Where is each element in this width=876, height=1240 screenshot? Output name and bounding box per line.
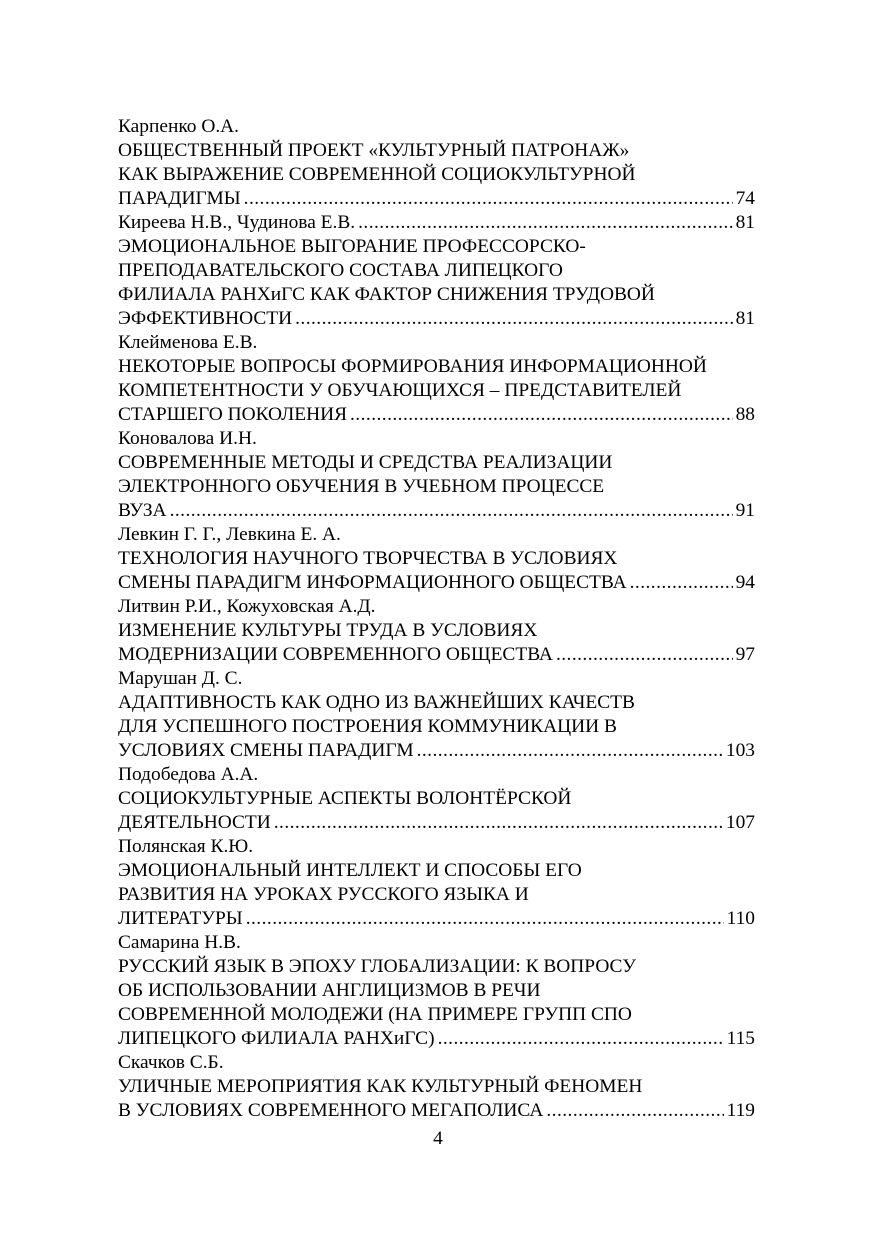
toc-entry-title-line: ДЕЯТЕЛЬНОСТИ — [118, 812, 271, 833]
dot-leader — [438, 1027, 724, 1051]
toc-entry-page: 107 — [725, 812, 755, 833]
toc-entry — [118, 835, 755, 931]
toc-entry-page: 74 — [735, 188, 755, 209]
toc-entry-last-line[interactable] — [118, 907, 755, 931]
dot-leader — [630, 571, 733, 595]
toc-entry-title-line: КОМПЕТЕНТНОСТИ У ОБУЧАЮЩИХСЯ – ПРЕДСТАВИТЕЛЕЙ — [118, 380, 682, 401]
toc-entry-title-line: РУССКИЙ ЯЗЫК В ЭПОХУ ГЛОБАЛИЗАЦИИ: К ВОПРОСУ — [118, 956, 636, 977]
toc-entry-page: 91 — [735, 500, 755, 521]
toc-entry-author: Левкин Г. Г., Левкина Е. А. — [118, 524, 341, 545]
toc-entry-title-line: ДЛЯ УСПЕШНОГО ПОСТРОЕНИЯ КОММУНИКАЦИИ В — [118, 716, 617, 737]
toc-entry-author: Подобедова А.А. — [118, 764, 259, 785]
toc-entry-author-line — [118, 211, 755, 235]
toc-entry-last-line[interactable] — [118, 499, 755, 523]
toc-entry-title-line: ОБЩЕСТВЕННЫЙ ПРОЕКТ «КУЛЬТУРНЫЙ ПАТРОНАЖ» — [118, 140, 630, 161]
toc-entry — [118, 115, 755, 211]
toc-entry-last-line[interactable] — [118, 571, 755, 595]
toc-entry-author: Киреева Н.В., Чудинова Е.В. — [118, 212, 356, 233]
toc-entry-page: 115 — [726, 1028, 755, 1049]
toc-entry-page: 110 — [726, 908, 755, 929]
toc-entry-title-line: ТЕХНОЛОГИЯ НАУЧНОГО ТВОРЧЕСТВА В УСЛОВИЯХ — [118, 548, 618, 569]
toc-entry-title-line: ЛИТЕРАТУРЫ — [118, 908, 243, 929]
toc-entry-last-line[interactable] — [118, 739, 755, 763]
toc-entry-title-line: АДАПТИВНОСТЬ КАК ОДНО ИЗ ВАЖНЕЙШИХ КАЧЕСТВ — [118, 692, 635, 713]
toc-entry-last-line[interactable] — [118, 307, 755, 331]
toc-entry-title-line: НЕКОТОРЫЕ ВОПРОСЫ ФОРМИРОВАНИЯ ИНФОРМАЦИОННОЙ — [118, 356, 707, 377]
toc-entry — [118, 763, 755, 835]
toc-entry-title-line: ОБ ИСПОЛЬЗОВАНИИ АНГЛИЦИЗМОВ В РЕЧИ — [118, 980, 541, 1001]
toc-entry-author: Самарина Н.В. — [118, 932, 241, 953]
toc-entry-title-line: ЭЛЕКТРОННОГО ОБУЧЕНИЯ В УЧЕБНОМ ПРОЦЕССЕ — [118, 476, 605, 497]
toc-entry-title-line: ФИЛИАЛА РАНХиГС КАК ФАКТОР СНИЖЕНИЯ ТРУДОВОЙ — [118, 284, 655, 305]
toc-entry-last-line[interactable] — [118, 643, 755, 667]
dot-leader — [295, 307, 732, 331]
toc-entry-author: Скачков С.Б. — [118, 1052, 224, 1073]
toc-entry-page: 103 — [725, 740, 755, 761]
toc-entry-title-line: ПАРАДИГМЫ — [118, 188, 241, 209]
toc-entry-title-line: УСЛОВИЯХ СМЕНЫ ПАРАДИГМ — [118, 740, 414, 761]
toc-entry-title-line: СТАРШЕГО ПОКОЛЕНИЯ — [118, 404, 348, 425]
toc-entry — [118, 211, 755, 331]
dot-leader — [358, 211, 732, 235]
toc-entry-title-line: УЛИЧНЫЕ МЕРОПРИЯТИЯ КАК КУЛЬТУРНЫЙ ФЕНОМЕН — [118, 1076, 643, 1097]
toc-entry-author: Литвин Р.И., Кожуховская А.Д. — [118, 596, 376, 617]
toc-entry-title-line: КАК ВЫРАЖЕНИЕ СОВРЕМЕННОЙ СОЦИОКУЛЬТУРНОЙ — [118, 164, 636, 185]
toc-entry-title-line: СОВРЕМЕННЫЕ МЕТОДЫ И СРЕДСТВА РЕАЛИЗАЦИИ — [118, 452, 613, 473]
toc-entry-last-line[interactable] — [118, 1027, 755, 1051]
toc-entry-title-line: ЭМОЦИОНАЛЬНОЕ ВЫГОРАНИЕ ПРОФЕССОРСКО- — [118, 236, 586, 257]
toc-entry-title-line: ЭФФЕКТИВНОСТИ — [118, 308, 293, 329]
toc-entry — [118, 331, 755, 427]
toc-entry — [118, 667, 755, 763]
toc-entry-page: 81 — [735, 308, 755, 329]
toc-entry-page: 94 — [735, 572, 755, 593]
toc-entry-author: Карпенко О.А. — [118, 116, 240, 137]
toc-entry-title-line: СОЦИОКУЛЬТУРНЫЕ АСПЕКТЫ ВОЛОНТЁРСКОЙ — [118, 788, 572, 809]
dot-leader — [170, 499, 733, 523]
toc-entry-author: Коновалова И.Н. — [118, 428, 257, 449]
toc-entry-page: 97 — [735, 644, 755, 665]
table-of-contents — [118, 115, 755, 1123]
toc-entry-last-line[interactable] — [118, 187, 755, 211]
toc-entry-last-line[interactable] — [118, 811, 755, 835]
toc-entry-page: 81 — [735, 212, 755, 233]
toc-entry-author: Клейменова Е.В. — [118, 332, 258, 353]
toc-entry-author: Марушан Д. С. — [118, 668, 243, 689]
toc-entry-page: 88 — [735, 404, 755, 425]
toc-entry-title-line: СОВРЕМЕННОЙ МОЛОДЕЖИ (НА ПРИМЕРЕ ГРУПП СПО — [118, 1004, 632, 1025]
toc-entry-last-line[interactable] — [118, 403, 755, 427]
page-number: 4 — [433, 1128, 443, 1149]
toc-entry-title-line: ПРЕПОДАВАТЕЛЬСКОГО СОСТАВА ЛИПЕЦКОГО — [118, 260, 563, 281]
dot-leader — [246, 907, 724, 931]
dot-leader — [417, 739, 723, 763]
toc-entry — [118, 523, 755, 595]
toc-entry-title-line: В УСЛОВИЯХ СОВРЕМЕННОГО МЕГАПОЛИСА — [118, 1100, 544, 1121]
toc-entry-title-line: РАЗВИТИЯ НА УРОКАХ РУССКОГО ЯЗЫКА И — [118, 884, 529, 905]
toc-entry-title-line: МОДЕРНИЗАЦИИ СОВРЕМЕННОГО ОБЩЕСТВА — [118, 644, 553, 665]
toc-entry — [118, 931, 755, 1051]
toc-entry-last-line[interactable] — [118, 1099, 755, 1123]
dot-leader — [274, 811, 723, 835]
dot-leader — [244, 187, 733, 211]
toc-entry-title-line: СМЕНЫ ПАРАДИГМ ИНФОРМАЦИОННОГО ОБЩЕСТВА — [118, 572, 627, 593]
toc-entry-title-line: ЭМОЦИОНАЛЬНЫЙ ИНТЕЛЛЕКТ И СПОСОБЫ ЕГО — [118, 860, 582, 881]
toc-entry-title-line: ВУЗА — [118, 500, 167, 521]
toc-entry-title-line: ЛИПЕЦКОГО ФИЛИАЛА РАНХиГС) — [118, 1028, 435, 1049]
toc-entry-author: Полянская К.Ю. — [118, 836, 254, 857]
dot-leader — [546, 1099, 723, 1123]
toc-entry — [118, 1051, 755, 1123]
toc-entry-title-line: ИЗМЕНЕНИЕ КУЛЬТУРЫ ТРУДА В УСЛОВИЯХ — [118, 620, 538, 641]
dot-leader — [350, 403, 733, 427]
toc-entry-page: 119 — [726, 1100, 755, 1121]
toc-entry — [118, 595, 755, 667]
dot-leader — [556, 643, 733, 667]
toc-entry — [118, 427, 755, 523]
